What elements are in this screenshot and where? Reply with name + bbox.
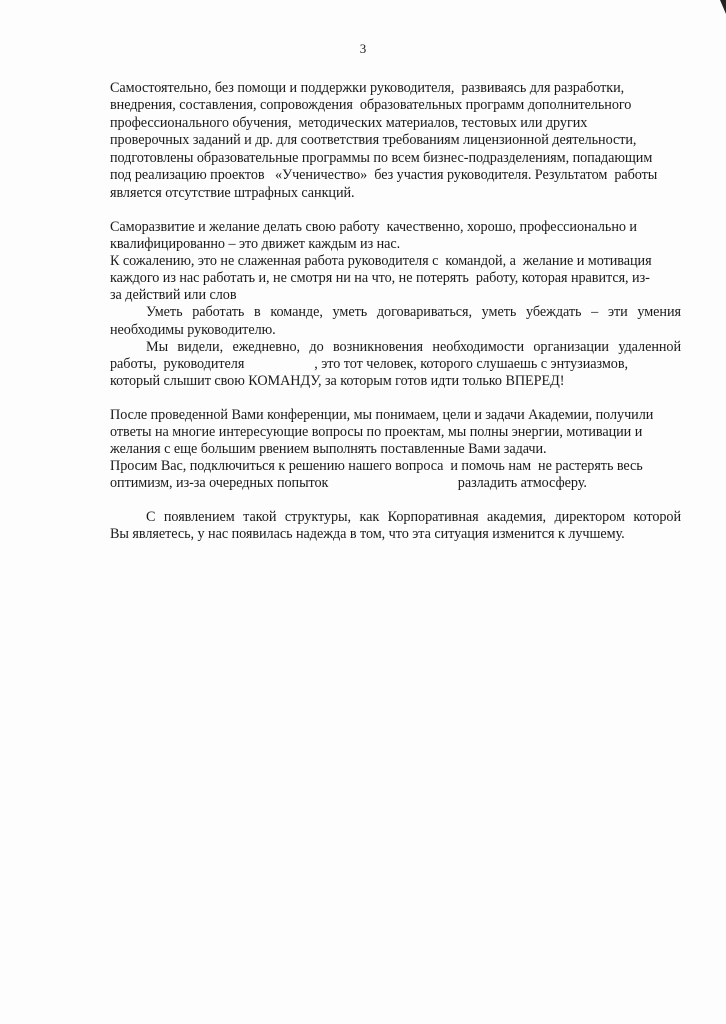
text-line: После проведенной Вами конференции, мы понимаем, цели и задачи Академии, получили [110, 407, 654, 423]
text-line: Вы являетесь, у нас появилась надежда в том, что эта ситуация изменится к лучшему. [110, 526, 625, 542]
text-line: желания с еще большим рвением выполнять поставленные Вами задачи. [110, 441, 547, 457]
text-line: каждого из нас работать и, не смотря ни на что, не потерять работу, которая нравится, из- [110, 270, 650, 286]
text-line: Просим Вас, подключиться к решению нашего вопроса и помочь нам не растерять весь [110, 458, 643, 474]
scan-corner-mark [720, 0, 726, 14]
text-line: внедрения, составления, сопровождения образовательных программ дополнительного [110, 97, 632, 113]
text-line: проверочных заданий и др. для соответствия требованиям лицензионной деятельности, [110, 132, 637, 148]
text-line: является отсутствие штрафных санкций. [110, 185, 355, 201]
text-line: ответы на многие интересующие вопросы по проектам, мы полны энергии, мотивации и [110, 424, 643, 440]
text-line: К сожалению, это не слаженная работа руководителя с командой, а желание и мотивация [110, 253, 652, 269]
text-line: оптимизм, из-за очередных попыток разладить атмосферу. [110, 475, 587, 491]
text-line: С появлением такой структуры, как Корпоративная академия, директором которой [146, 509, 681, 525]
text-line: Мы видели, ежедневно, до возникновения необходимости организации удаленной [146, 339, 681, 355]
text-line: работы, руководителя , это тот человек, которого слушаешь с энтузиазмов, [110, 356, 628, 372]
text-line: Саморазвитие и желание делать свою работу качественно, хорошо, профессионально и [110, 219, 637, 235]
text-line: необходимы руководителю. [110, 322, 276, 338]
text-line: Уметь работать в команде, уметь договариваться, уметь убеждать – эти умения [146, 304, 681, 320]
text-line: за действий или слов [110, 287, 237, 303]
text-line: который слышит свою КОМАНДУ, за которым готов идти только ВПЕРЕД! [110, 373, 565, 389]
text-line: квалифицированно – это движет каждым из нас. [110, 236, 401, 252]
text-line: профессионального обучения, методических материалов, тестовых или других [110, 115, 588, 131]
text-line: под реализацию проектов «Ученичество» без участия руководителя. Результатом работы [110, 167, 658, 183]
page-number: 3 [359, 41, 367, 56]
text-line: подготовлены образовательные программы по всем бизнес-подразделениям, попадающим [110, 150, 653, 166]
text-line: Самостоятельно, без помощи и поддержки руководителя, развиваясь для разработки, [110, 80, 625, 96]
